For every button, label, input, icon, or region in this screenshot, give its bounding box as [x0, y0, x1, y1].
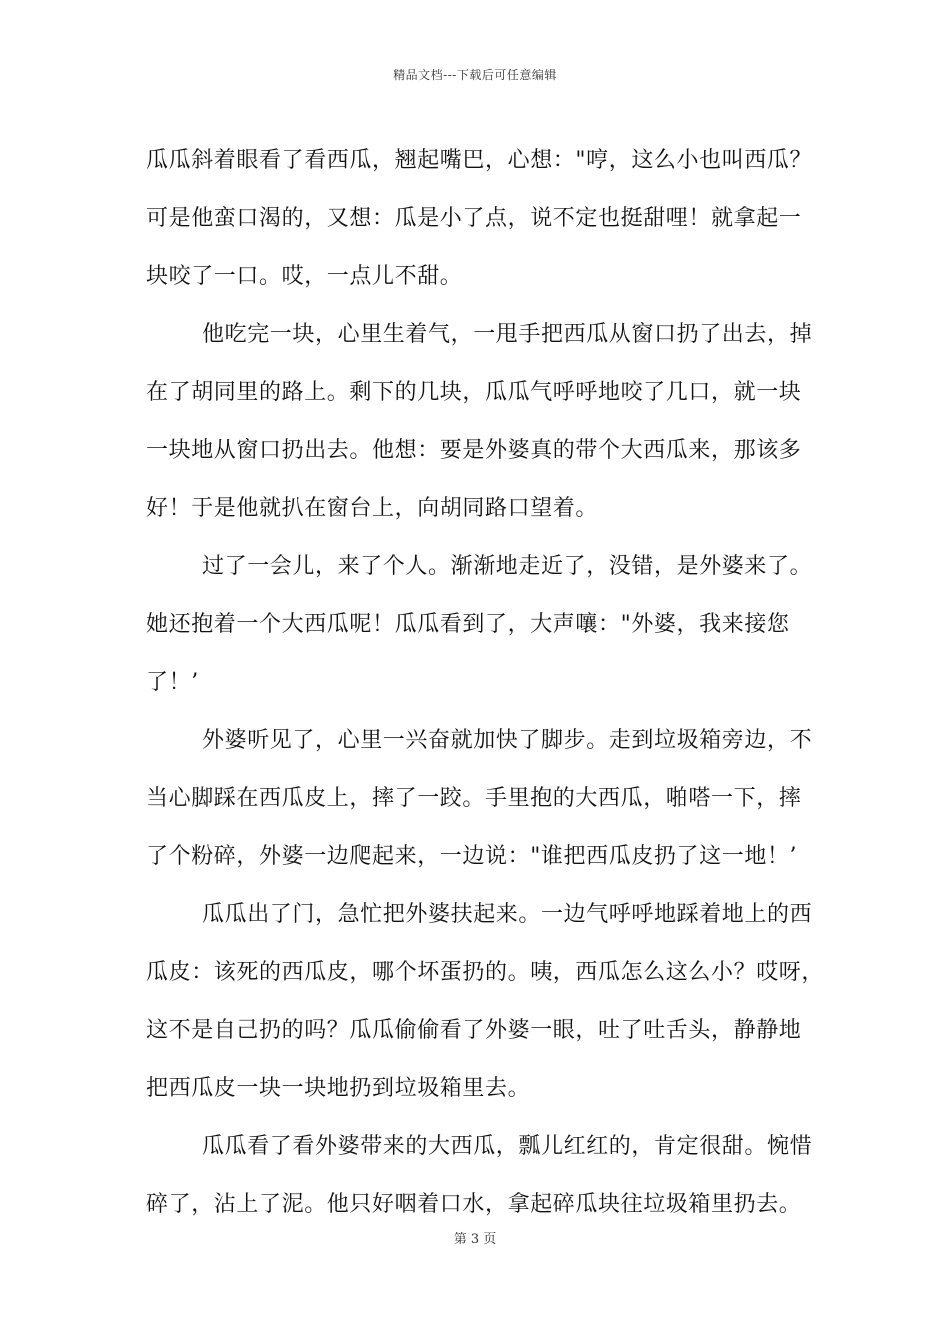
document-body — [146, 132, 825, 1234]
text-line: 好！于是他就扒在窗台上，向胡同路口望着。 — [146, 496, 599, 521]
text-line: 块咬了一口。哎，一点儿不甜。 — [146, 264, 463, 289]
text-line: 瓜皮：该死的西瓜皮，哪个坏蛋扔的。咦，西瓜怎么这么小？哎呀， — [146, 960, 825, 985]
page-header: 精品文档---下载后可任意编辑 — [393, 68, 557, 82]
paragraph-first-line: 他吃完一块，心里生着气，一甩手把西瓜从窗口扔了出去，掉 — [202, 322, 813, 347]
text-line: 把西瓜皮一块一块地扔到垃圾箱里去。 — [146, 1076, 531, 1101]
text-line: 可是他蛮口渴的，又想：瓜是小了点，说不定也挺甜哩！就拿起一 — [146, 206, 802, 231]
page-number: 第 3 页 — [453, 1232, 497, 1247]
text-line: 瓜瓜斜着眼看了看西瓜，翘起嘴巴，心想："哼，这么小也叫西瓜？ — [146, 148, 813, 173]
paragraph-first-line: 过了一会儿，来了个人。渐渐地走近了，没错，是外婆来了。 — [202, 554, 813, 579]
text-line: 这不是自己扔的吗？瓜瓜偷偷看了外婆一眼，吐了吐舌头，静静地 — [146, 1018, 802, 1043]
text-line: 在了胡同里的路上。剩下的几块，瓜瓜气呼呼地咬了几口，就一块 — [146, 380, 802, 405]
text-line: 她还抱着一个大西瓜呢！瓜瓜看到了，大声嚷："外婆，我来接您 — [146, 612, 790, 637]
text-line: 了！’ — [146, 670, 199, 695]
paragraph-first-line: 瓜瓜看了看外婆带来的大西瓜，瓢儿红红的，肯定很甜。惋惜 — [202, 1134, 813, 1159]
paragraph-first-line: 瓜瓜出了门，急忙把外婆扶起来。一边气呼呼地踩着地上的西 — [202, 902, 813, 927]
text-line: 一块地从窗口扔出去。他想：要是外婆真的带个大西瓜来，那该多 — [146, 438, 802, 463]
text-line: 碎了，沾上了泥。他只好咽着口水，拿起碎瓜块往垃圾箱里扔去。 — [146, 1192, 802, 1217]
text-line: 了个粉碎，外婆一边爬起来，一边说："谁把西瓜皮扔了这一地！’ — [146, 844, 798, 869]
paragraph-first-line: 外婆听见了，心里一兴奋就加快了脚步。走到垃圾箱旁边，不 — [202, 728, 813, 753]
text-line: 当心脚踩在西瓜皮上，摔了一跤。手里抱的大西瓜，啪嗒一下，摔 — [146, 786, 802, 811]
